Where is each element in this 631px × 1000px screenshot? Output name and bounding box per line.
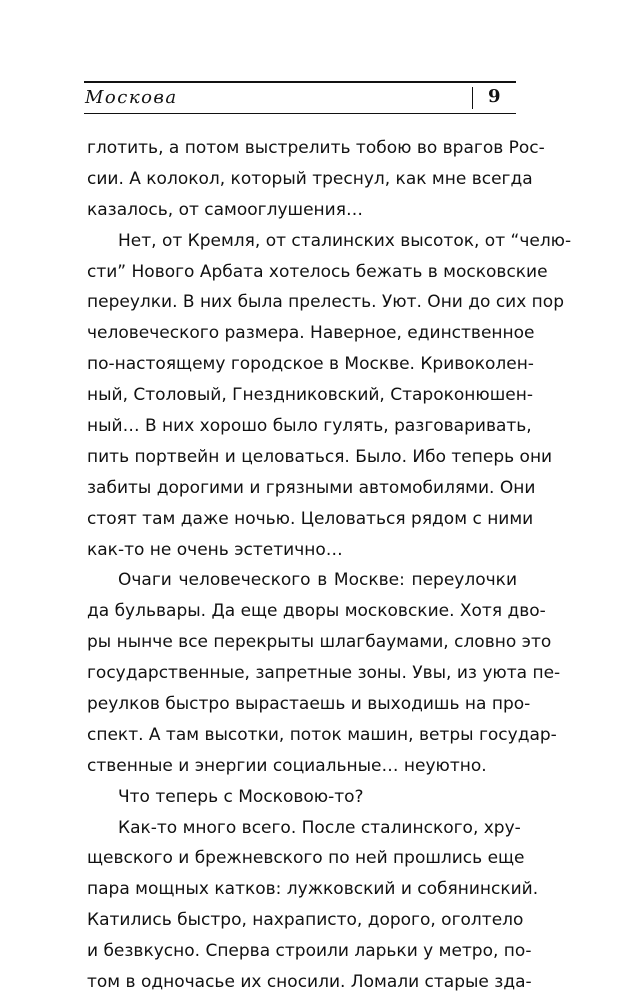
text-line: том в одночасье их сносили. Ломали старые зда- (87, 972, 532, 993)
page-number: 9 (488, 86, 501, 107)
text-line: забиты дорогими и грязными автомобилями. Они (87, 477, 536, 498)
text-line: ственные и энергии социальные… неуютно. (87, 755, 487, 776)
text-line: Нет, от Кремля, от сталинских высоток, от “челю- (118, 230, 572, 251)
text-line: человеческого размера. Наверное, единственное (87, 323, 535, 344)
text-line: пить портвейн и целоваться. Было. Ибо теперь они (87, 446, 553, 467)
text-line: глотить, а потом выстрелить тобою во врагов Рос- (87, 138, 545, 158)
text-line: и безвкусно. Сперва строили ларьки у метро, по- (87, 941, 532, 962)
text-line: ры нынче все перекрыты шлагбаумами, словно это (87, 632, 552, 653)
text-line: стоят там даже ночью. Целоваться рядом с ними (87, 508, 534, 529)
text-line: щевского и брежневского по ней прошлись еще (87, 848, 525, 869)
text-line: Как-то много всего. После сталинского, хру- (118, 817, 521, 838)
text-line: государственные, запретные зоны. Увы, из уюта пе- (87, 663, 561, 684)
text-line: Катились быстро, нахраписто, дорого, оголтело (87, 910, 524, 931)
text-line: Очаги человеческого в Москве: переулочки (118, 570, 517, 591)
header-divider (472, 87, 473, 109)
text-line: по-настоящему городское в Москве. Кривоколен- (87, 354, 534, 375)
running-title: Москова (85, 87, 178, 108)
text-line: казалось, от самооглушения… (87, 199, 363, 220)
text-line: пара мощных катков: лужковский и собянинский. (87, 879, 539, 900)
text-line: спект. А там высотки, поток машин, ветры государ- (87, 724, 557, 745)
text-line: ный… В них хорошо было гулять, разговаривать, (87, 416, 532, 437)
body-text (87, 133, 572, 998)
text-line: переулки. В них была прелесть. Уют. Они до сих пор (87, 292, 564, 313)
text-line: сии. А колокол, который треснул, как мне всегда (87, 168, 533, 189)
text-line: да бульвары. Да еще дворы московские. Хотя дво- (87, 601, 546, 622)
text-line: реулков быстро вырастаешь и выходишь на про- (87, 694, 531, 715)
text-line: ный, Столовый, Гнездниковский, Староконюшен- (87, 385, 533, 406)
text-line: сти” Нового Арбата хотелось бежать в московские (87, 261, 548, 282)
running-header (84, 81, 516, 114)
text-line: как-то не очень эстетично… (87, 539, 343, 560)
text-line: Что теперь с Московою-то? (118, 786, 364, 807)
